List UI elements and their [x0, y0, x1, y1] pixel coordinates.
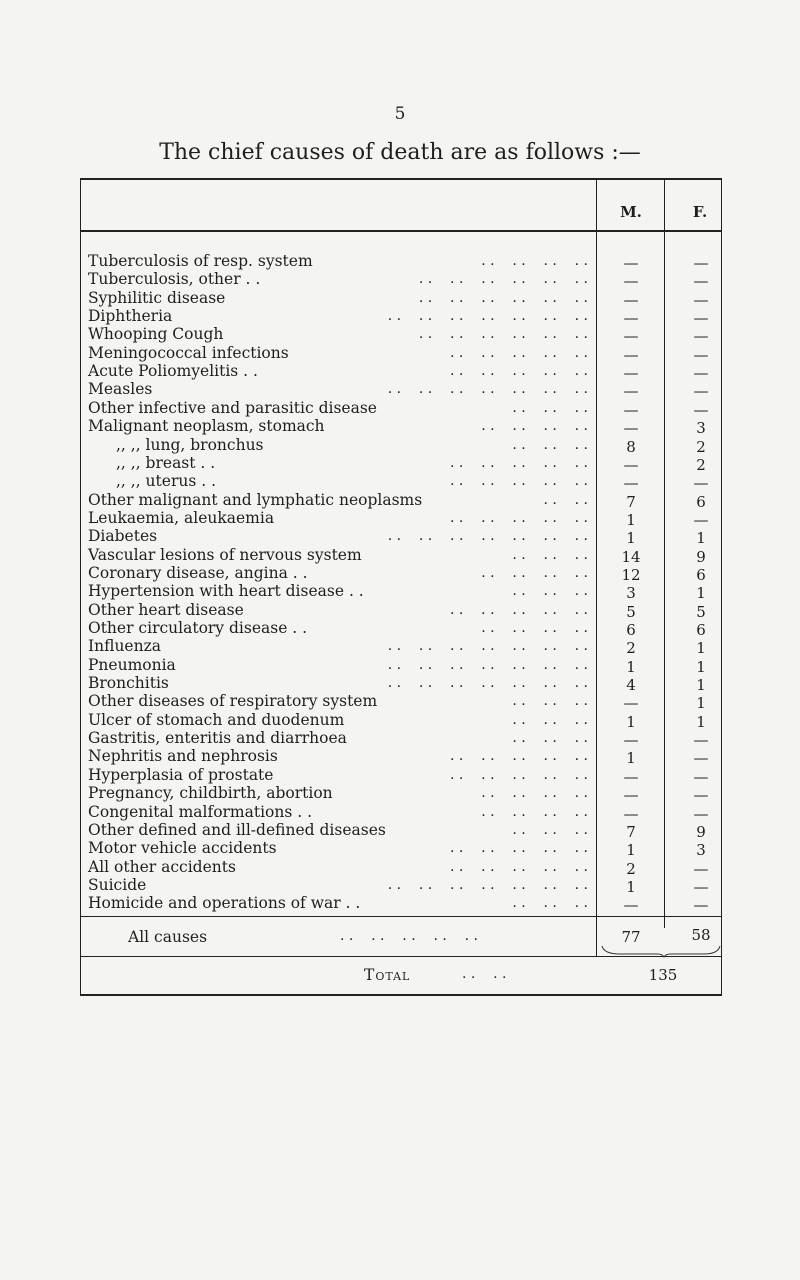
- leader-dots: . . . . . . . . . .: [450, 766, 588, 783]
- all-causes-male-value: 77: [621, 928, 641, 946]
- leader-dots: . . . .: [543, 491, 588, 508]
- female-count: —: [693, 290, 709, 309]
- male-count: —: [623, 804, 639, 823]
- cause-name: Leukaemia, aleukaemia: [88, 508, 275, 527]
- male-count: 7: [626, 822, 636, 841]
- cause-name: ,, ,, breast . .: [116, 453, 216, 472]
- leader-dots: . . . . . . . .: [481, 620, 588, 636]
- cause-name: Nephritis and nephrosis: [88, 747, 278, 766]
- leader-dots: . . . . . .: [512, 821, 588, 838]
- male-count: —: [623, 364, 639, 383]
- female-count: —: [693, 896, 709, 915]
- female-count: 9: [696, 547, 706, 566]
- male-count: —: [623, 896, 639, 915]
- male-count: —: [623, 254, 639, 272]
- female-count: —: [693, 382, 709, 401]
- leader-dots: . . . . . .: [512, 583, 588, 600]
- column-header-female: F.: [692, 203, 708, 221]
- female-count: 5: [696, 602, 706, 621]
- leader-dots: . . . . . . . .: [481, 785, 588, 802]
- cause-name: Other heart disease: [88, 600, 244, 619]
- page-heading: The chief causes of death are as follows :—: [159, 140, 641, 165]
- female-count: 9: [696, 822, 706, 841]
- cause-name: Acute Poliomyelitis . .: [88, 362, 258, 381]
- female-count: —: [693, 510, 709, 529]
- cause-name: Other circulatory disease . .: [88, 619, 308, 637]
- cause-name: Meningococcal infections: [88, 343, 289, 362]
- cause-name: Vascular lesions of nervous system: [88, 545, 362, 564]
- male-count: —: [623, 694, 639, 713]
- cause-name: Bronchitis: [88, 674, 169, 693]
- female-count: —: [693, 400, 709, 419]
- female-count: —: [693, 272, 709, 291]
- leader-dots: . . . . . .: [512, 895, 588, 912]
- leader-dots: . . . . . .: [512, 399, 588, 416]
- male-count: —: [623, 382, 639, 401]
- male-count: 1: [626, 749, 636, 768]
- leader-dots: . . . . . . . . . .: [450, 840, 588, 857]
- leader-dots: . . . . . . . .: [481, 803, 588, 820]
- male-count: —: [623, 419, 639, 438]
- header-bottom-rule: [80, 230, 722, 232]
- leader-dots: . . . . . . . . . . . . . .: [387, 675, 588, 692]
- female-count: —: [693, 309, 709, 328]
- page-number: 5: [394, 104, 406, 124]
- female-count: 1: [696, 584, 706, 603]
- leader-dots: . . . . . .: [512, 730, 588, 747]
- leader-dots: . . . . . .: [512, 711, 588, 728]
- leader-dots: . . . . . . . .: [481, 418, 588, 435]
- all-causes-female-value: 58: [691, 926, 711, 944]
- female-count: —: [693, 804, 709, 823]
- male-count: —: [623, 474, 639, 493]
- cause-name: Tuberculosis, other . .: [88, 270, 261, 289]
- table-bottom-rule: [80, 994, 722, 996]
- male-count: 8: [626, 437, 636, 456]
- table-top-rule: [80, 178, 722, 180]
- male-count: —: [623, 731, 639, 750]
- male-count: 2: [626, 859, 636, 878]
- male-count: 1: [626, 841, 636, 860]
- leader-dots: . . . . . . . . . .: [450, 858, 588, 875]
- male-count: 12: [621, 565, 641, 584]
- male-count: —: [623, 327, 639, 346]
- male-count: 7: [626, 492, 636, 511]
- male-count: —: [623, 272, 639, 291]
- total-label: Total: [364, 966, 411, 984]
- cause-name: Suicide: [88, 875, 147, 894]
- female-count: 1: [696, 676, 706, 695]
- female-count: —: [693, 327, 709, 346]
- leader-dots: . . . . . . . . . .: [450, 509, 588, 526]
- female-count: 1: [696, 529, 706, 548]
- total-brace: [600, 944, 724, 958]
- female-count: 1: [696, 694, 706, 713]
- leader-dots: . . . . . .: [512, 546, 588, 563]
- male-count: 1: [626, 529, 636, 548]
- male-count: 1: [626, 510, 636, 529]
- leader-dots: . . . . . .: [512, 693, 588, 710]
- cause-name: Pregnancy, childbirth, abortion: [88, 784, 333, 803]
- female-count: 3: [696, 841, 706, 860]
- leader-dots: . . . . . . . . . . . . . .: [387, 876, 588, 893]
- cause-name: Homicide and operations of war . .: [88, 894, 361, 913]
- leader-dots: . . . . . . . . . . . .: [418, 289, 588, 306]
- leader-dots: . . . . . . . . . . . . . .: [387, 308, 588, 325]
- male-count: —: [623, 786, 639, 805]
- male-count: —: [623, 290, 639, 309]
- male-count: 1: [626, 657, 636, 676]
- cause-name: Congenital malformations . .: [88, 802, 313, 821]
- cause-name: Diabetes: [88, 527, 158, 546]
- cause-name: Gastritis, enteritis and diarrhoea: [88, 729, 347, 748]
- all-causes-leader-dots: . . . . . . . . . .: [340, 928, 478, 944]
- female-count: 2: [696, 455, 706, 474]
- cause-name: Other malignant and lymphatic neoplasms: [88, 490, 423, 509]
- female-count: 1: [696, 712, 706, 731]
- leader-dots: . . . . . . . . . . . .: [418, 271, 588, 288]
- cause-name: ,, ,, lung, bronchus: [116, 435, 264, 454]
- male-count: 3: [626, 584, 636, 603]
- male-count: 6: [626, 621, 636, 639]
- male-count: 1: [626, 877, 636, 896]
- female-count: —: [693, 786, 709, 805]
- cause-name: Motor vehicle accidents: [88, 839, 277, 858]
- male-count: 5: [626, 602, 636, 621]
- leader-dots: . . . . . . . . . .: [450, 454, 588, 471]
- leader-dots: . . . . . . . . . .: [450, 601, 588, 618]
- cause-name: Measles: [88, 380, 153, 399]
- female-count: 6: [696, 492, 706, 511]
- female-count: 1: [696, 657, 706, 676]
- male-count: —: [623, 309, 639, 328]
- leader-dots: . . . . . . . . . .: [450, 473, 588, 490]
- cause-name: Hyperplasia of prostate: [88, 765, 274, 784]
- total-value: 135: [648, 966, 678, 984]
- leader-dots: . . . . . . . . . .: [450, 748, 588, 765]
- leader-dots: . . . . . . . . . .: [450, 363, 588, 380]
- column-header-male: M.: [620, 203, 642, 221]
- female-count: —: [693, 731, 709, 750]
- leader-dots: . . . . . . . .: [481, 564, 588, 581]
- male-count: —: [623, 767, 639, 786]
- male-count: 2: [626, 639, 636, 658]
- body-bottom-rule: [80, 916, 722, 917]
- cause-name: Coronary disease, angina . .: [88, 563, 308, 582]
- cause-name: Ulcer of stomach and duodenum: [88, 710, 345, 729]
- leader-dots: . . . . . . . . . . . .: [418, 326, 588, 343]
- leader-dots: . . . . . . . . . . . . . .: [387, 656, 588, 673]
- cause-name: Other defined and ill-defined diseases: [88, 820, 386, 839]
- female-count: 3: [696, 419, 706, 438]
- cause-name: Influenza: [88, 637, 161, 656]
- leader-dots: . . . . . . . . . .: [450, 344, 588, 361]
- male-count: 4: [626, 676, 636, 695]
- leader-dots: . . . . . . . .: [481, 253, 588, 269]
- leader-dots: . . . . . .: [512, 436, 588, 453]
- cause-name: Other diseases of respiratory system: [88, 692, 378, 711]
- leader-dots: . . . . . . . . . . . . . .: [387, 528, 588, 545]
- female-count: —: [693, 474, 709, 493]
- leader-dots: . . . . . . . . . . . . . .: [387, 381, 588, 398]
- cause-name: Diphtheria: [88, 307, 173, 326]
- cause-name: Tuberculosis of resp. system: [88, 252, 313, 270]
- cause-name: ,, ,, uterus . .: [116, 472, 217, 491]
- total-leader-dots: . . . .: [462, 966, 507, 982]
- female-count: —: [693, 859, 709, 878]
- cause-name: Syphilitic disease: [88, 288, 226, 307]
- female-count: —: [693, 877, 709, 896]
- male-count: —: [623, 455, 639, 474]
- female-count: —: [693, 345, 709, 364]
- female-count: —: [693, 749, 709, 768]
- female-count: —: [693, 767, 709, 786]
- cause-name: Malignant neoplasm, stomach: [88, 417, 325, 436]
- leader-dots: . . . . . . . . . . . . . .: [387, 638, 588, 655]
- female-count: 6: [696, 621, 706, 639]
- male-count: —: [623, 400, 639, 419]
- male-count: —: [623, 345, 639, 364]
- male-count: 14: [621, 547, 641, 566]
- female-count: —: [693, 364, 709, 383]
- cause-name: Pneumonia: [88, 655, 176, 674]
- female-count: 6: [696, 565, 706, 584]
- cause-name: Other infective and parasitic disease: [88, 398, 377, 417]
- female-count: —: [693, 254, 709, 272]
- all-causes-label: All causes: [128, 928, 208, 946]
- female-count: 2: [696, 437, 706, 456]
- female-count: 1: [696, 639, 706, 658]
- male-count: 1: [626, 712, 636, 731]
- table-left-rule: [80, 178, 81, 994]
- cause-name: All other accidents: [88, 857, 236, 876]
- cause-name: Whooping Cough: [88, 325, 224, 344]
- cause-name: Hypertension with heart disease . .: [88, 582, 364, 601]
